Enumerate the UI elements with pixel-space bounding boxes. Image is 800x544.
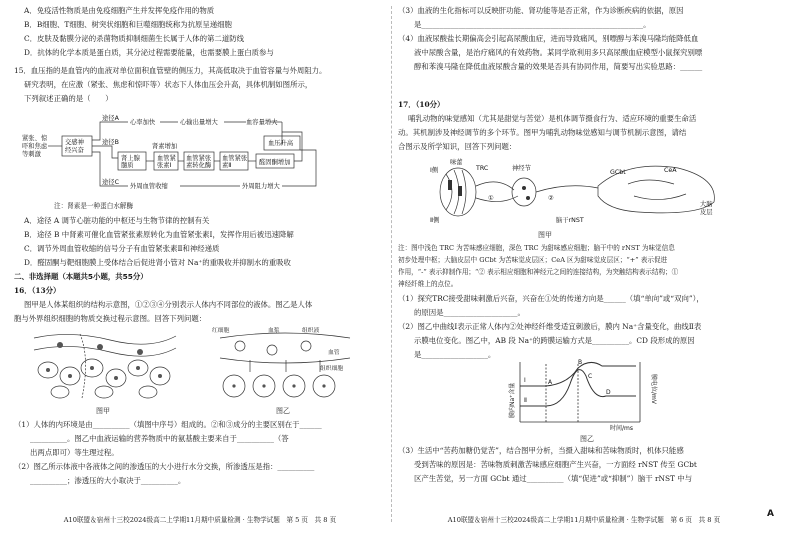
q17-stem-2: 动。其机制涉及神经调节的多个环节。图甲为哺乳动物味觉感知与调节机制示意图，请结 — [398, 128, 687, 137]
q15-adrenal-1: 肾上腺 — [121, 155, 140, 162]
fig-yi-label-vessel: 血管 — [328, 350, 340, 356]
q16-q1-line2: __________。图乙中血液运输的营养物质中的氨基酸主要来自于__________（答 — [30, 434, 289, 443]
q15-sym-2: 经兴奋 — [65, 147, 84, 154]
q16-q3-line2: 是____________________________________________________________。 — [414, 20, 651, 29]
q16-q4-line1: （4）血液尿酸盐长期偏高会引起高尿酸血症，进而导致痛风，别嘌醇与苯溴马隆均能降低血 — [398, 34, 699, 43]
q15-stim-3: 等刺激 — [22, 151, 41, 158]
fig-yi-label-plasma: 血浆 — [268, 328, 280, 334]
q17-note-4: 神经纤维上的点位。 — [398, 280, 458, 288]
fig-yi2-y-left: 膜内Na⁺含量 — [509, 382, 516, 418]
q17-q2-line2: 示膜电位变化。图乙中，AB 段 Na⁺的跨膜运输方式是__________。CD 段形成的原因 — [414, 336, 695, 345]
q15-note: 注：肾素是一种蛋白水解酶 — [54, 202, 134, 210]
fig17-ganglion: 神经节 — [512, 165, 531, 172]
q16-stem-2: 胞与外界组织细胞的物质交换过程示意图。回答下列问题： — [14, 314, 207, 323]
fig17-taste-bud: 味蕾 — [450, 159, 463, 166]
q15-stem-3: 下列叙述正确的是（ ） — [24, 94, 113, 103]
q16-head: 16．（13分） — [14, 286, 61, 295]
q15-sym-1: 交感神 — [65, 139, 84, 146]
q15-option-d: D．醛固酮与靶细胞膜上受体结合后促进肾小管对 Na⁺的重吸收并抑制水的重吸收 — [24, 258, 291, 267]
fig17-num2: ② — [548, 195, 554, 202]
q17-figure-yi — [506, 356, 656, 432]
q15-heart-rate: 心率加快 — [130, 119, 156, 126]
q15-resistance: 外周阻力增大 — [242, 183, 280, 190]
fig17-trc: TRC — [476, 165, 489, 172]
q15-adrenal-2: 髓质 — [121, 162, 134, 169]
fig17-num1: ① — [488, 195, 494, 202]
q16-caption-jia: 图甲 — [96, 407, 110, 415]
q17-note-1: 注：图中浅色 TRC 为苦味感应细胞，深色 TRC 为甜味感应细胞；脑干中的 rNST 为味觉信息 — [398, 244, 675, 252]
q14-option-b: B．B细胞、T细胞、树突状细胞和巨噬细胞统称为抗原呈递细胞 — [24, 20, 232, 29]
q16-q1-line1: （1）人体的内环境是由__________（填图中序号）组成的。②和③成分的主要区别在于______ — [14, 420, 322, 429]
q15-path-b: 途径B — [102, 139, 119, 146]
q17-caption-yi: 图乙 — [580, 435, 594, 443]
q14-option-a: A．免疫活性物质是由免疫细胞产生并发挥免疫作用的物质 — [24, 6, 215, 15]
q17-note-3: 作用，“-” 表示抑制作用；“② 表示相应细胞和神经元之间的连接结构，为突触结构表示结构；① — [398, 268, 679, 276]
fig-yi-label-tissue-cell: 组织细胞 — [320, 366, 344, 372]
q16-q2-line2: __________；渗透压的大小取决于__________。 — [30, 476, 186, 485]
fig17-ii-side: Ⅱ侧 — [430, 217, 440, 224]
q15-renin-2a: 血管紧张 — [186, 155, 212, 162]
q17-q1-line2: 的原因是____________________。 — [414, 308, 525, 317]
q15-option-c: C．调节外周血管收缩的信号分子有血管紧张素Ⅱ和神经递质 — [24, 244, 220, 253]
q15-stim-1: 紧张、惊 — [22, 135, 48, 142]
q15-renin-1b: 张素Ⅰ — [157, 162, 172, 169]
q17-q1-line1: （1）探究TRC接受甜味刺激后兴奋，兴奋在①处的传递方向是______（填“单向”或“双向”）， — [398, 294, 704, 303]
q16-caption-yi: 图乙 — [276, 407, 290, 415]
fig17-brainstem: 脑干rNST — [556, 217, 584, 224]
fig17-cortex-2: 皮层 — [700, 209, 713, 216]
fig-yi2-curve-i: Ⅰ — [524, 377, 526, 384]
q16-stem-1: 图甲是人体某组织的结构示意图，①②③④分别表示人体内不同部位的液体。图乙是人体 — [24, 300, 313, 309]
q17-head: 17．（10分） — [398, 100, 445, 109]
q16-q4-line3: 醇和苯溴马隆在降低血液尿酸含量的效果是否具有协同作用，简要写出实验思路：______ — [414, 62, 703, 71]
fig-yi2-point-b: B — [578, 359, 583, 366]
q17-q2-line3: 是__________________。 — [414, 350, 496, 359]
fig17-i-side: Ⅰ侧 — [430, 167, 439, 174]
q15-bp-up: 血压升高 — [268, 140, 294, 147]
q14-option-d: D．抗体的化学本质是蛋白质，其分泌过程需要能量，也需要膜上蛋白质参与 — [24, 48, 274, 57]
right-footer: A10联盟＆宿州十三校2024级高二上学期11月期中质量检测 · 生物学试题 第 6 页 共 8 页 — [447, 516, 721, 524]
q17-q3-line2: 受到苦味的原因是：苦味物质刺激苦味感应细胞产生兴奋，一方面经 rNST 传至 GCbt — [414, 460, 697, 469]
fig-yi2-curve-ii: Ⅱ — [524, 397, 527, 404]
q16-figure-yi — [210, 324, 360, 404]
q15-option-a: A．途径 A 调节心脏功能的中枢还与生物节律的控制有关 — [24, 216, 210, 225]
fig-yi-label-tissue-fluid: 组织液 — [302, 328, 320, 334]
q16-q2-line1: （2）图乙所示体液中各液体之间的渗透压的大小进行水分交换，所渗透压是指：__________ — [14, 462, 315, 471]
q17-q3-line1: （3）生活中“苦药加糖仍觉苦”，结合图甲分析，当摄入甜味和苦味物质时，机体只能感 — [398, 446, 684, 455]
q15-aldosterone: 醛固酮增加 — [259, 159, 291, 166]
q15-renin-2b: 素转化酶 — [186, 162, 212, 169]
q15-cardiac-output: 心输出量增大 — [180, 119, 218, 126]
q15-option-b: B．途径 B 中肾素可催化血管紧张素原转化为血管紧张素Ⅰ，发挥作用后被迅速降解 — [24, 230, 294, 239]
fig-yi2-point-d: D — [606, 389, 611, 396]
q17-stem-3: 合图示及所学知识，回答下列问题： — [398, 142, 517, 151]
q17-caption-jia: 图甲 — [538, 231, 552, 239]
left-page — [14, 4, 386, 528]
q16-q1-line3: 出两点即可）等生理过程。 — [30, 448, 119, 457]
fig-yi2-point-c: C — [588, 373, 593, 380]
q17-q3-line3: 区产生苦觉，另一方面 GCbt 通过__________（填“促进”或“抑制”）脑干 rNST 中与 — [414, 474, 693, 483]
q15-stim-2: 吓和焦虑 — [22, 143, 48, 150]
fig17-cea: CeA — [664, 167, 677, 174]
right-page — [398, 4, 770, 528]
q15-path-c: 途径C — [102, 179, 119, 186]
q17-q2-line1: （2）图乙中曲线Ⅰ表示正常人体内②处神经纤维受适宜刺激后，膜内 Na⁺含量变化，曲线Ⅱ表 — [398, 322, 702, 331]
section-nonchoice-title: 二、非选择题（本题共5小题，共55分） — [14, 272, 148, 281]
page-gutter — [391, 6, 392, 522]
q15-kidney: 肾素增加 — [152, 143, 178, 150]
fig17-cortex-1: 大脑 — [700, 201, 713, 208]
q17-figure-jia — [428, 156, 728, 228]
page-mark: A — [767, 509, 774, 519]
q15-vasoconstrict: 外周血管收缩 — [130, 183, 168, 190]
q15-renin-1a: 血管紧 — [157, 155, 176, 162]
q14-option-c: C．皮肤及黏膜分泌的杀菌物质抑制细菌生长属于人体的第二道防线 — [24, 34, 244, 43]
fig17-gcbt: GCbt — [610, 169, 626, 176]
q16-q4-line2: 液中尿酸含量，是治疗痛风的有效药物。某同学欲利用多只高尿酸血症模型小鼠探究别嘌 — [414, 48, 703, 57]
q15-path-a: 途径A — [102, 115, 119, 122]
fig-yi2-point-a: A — [548, 379, 553, 386]
q15-renin-3a: 血管紧张 — [222, 155, 248, 162]
fig-yi-label-rbc: 红细胞 — [212, 328, 230, 334]
left-footer: A10联盟＆宿州十三校2024级高二上学期11月期中质量检测 · 生物学试题 第 5 页 共 8 页 — [63, 516, 337, 524]
q16-figure-jia — [30, 328, 180, 402]
q15-blood-volume: 血容量增大 — [246, 119, 278, 126]
fig-yi2-y-right: 膜电位/mV — [650, 374, 657, 404]
q16-q3-line1: （3）血液的生化指标可以反映肝功能、肾功能等是否正常，作为诊断疾病的依据，原因 — [398, 6, 684, 15]
q15-diagram — [20, 110, 360, 200]
q15-renin-3b: 素Ⅱ — [222, 162, 232, 169]
fig-yi2-x-label: 时间/ms — [610, 425, 633, 432]
q17-stem-1: 哺乳动物的味觉感知（尤其是甜觉与苦觉）是机体调节摄食行为、适应环境的重要生命活 — [408, 114, 697, 123]
q17-note-2: 初步处理中枢；大脑皮层中 GCbt 为苦味觉皮层区；CeA 区为甜味觉皮层区；“+” 表示促进 — [398, 256, 668, 264]
q15-stem-2: 研究表明，在应激（紧张、焦虑和惊吓等）状态下人体血压会升高，具体机制如图所示， — [24, 80, 313, 89]
q15-stem-1: 15．血压指的是血管内的血液对单位面积血管壁的侧压力，其高低取决于血管容量与外周阻力。 — [14, 66, 327, 75]
